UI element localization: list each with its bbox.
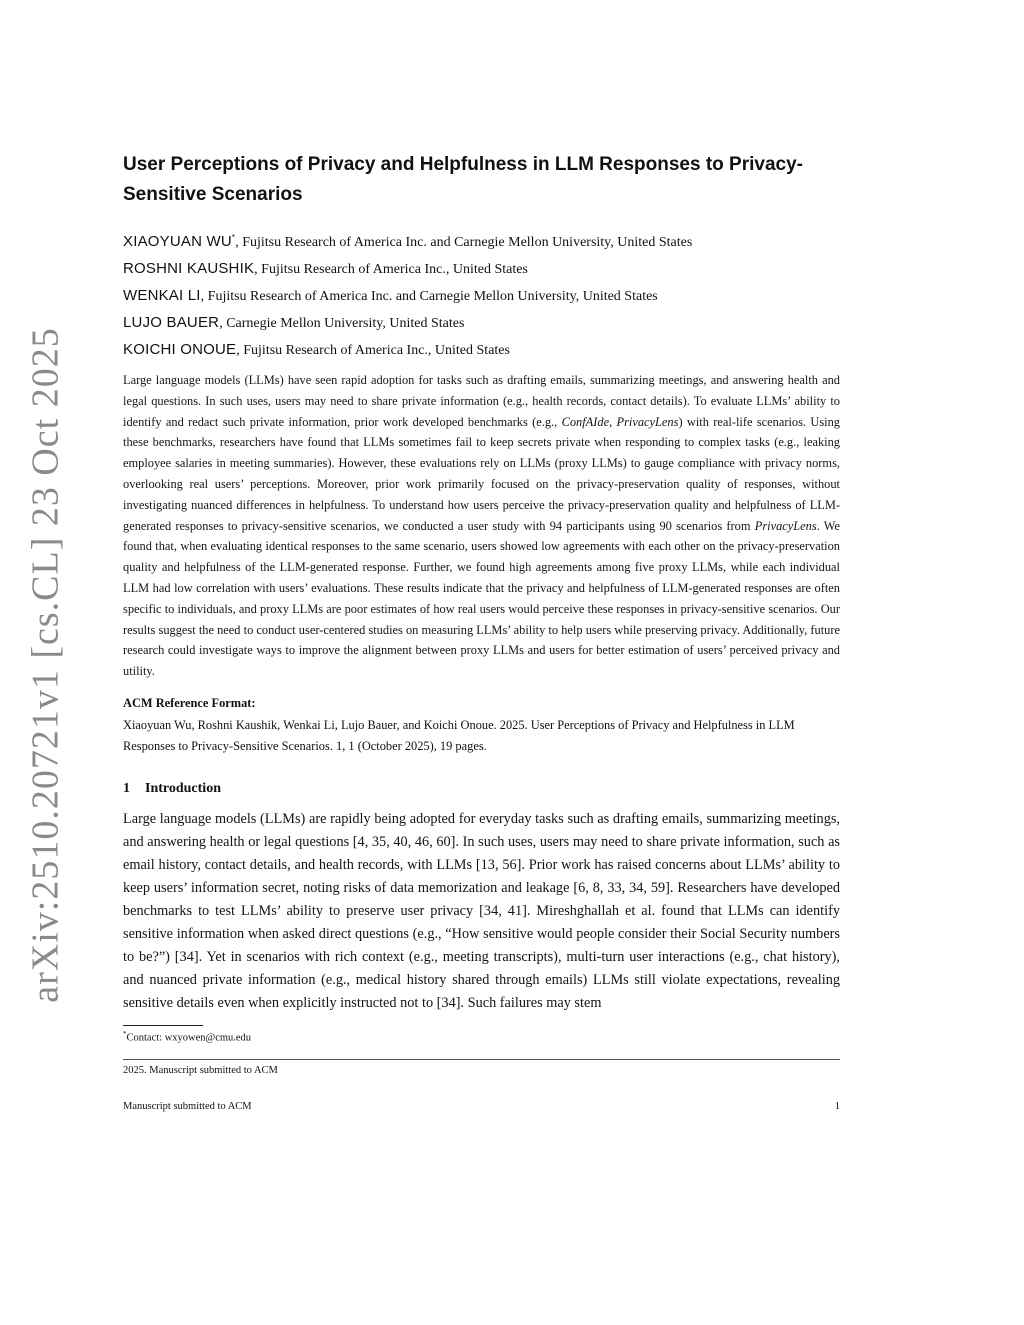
page-number: 1 <box>834 1101 840 1112</box>
author-line <box>123 226 883 253</box>
footnote: *Contact: wxyowen@cmu.edu <box>123 1030 252 1044</box>
author-line <box>123 280 883 307</box>
author-name: ROSHNI KAUSHIK <box>123 260 255 277</box>
section-number: 1 <box>123 781 130 796</box>
introduction-paragraph: Large language models (LLMs) are rapidly being adopted for everyday tasks such as drafting emails, summarizing meetings, and answering health or legal questions [4, 35, 40, 46, 60]. In such uses, users may need to share private information, such as email history, contact details, and health records, with LLMs [13, 56]. Prior work has raised concerns about LLMs’ ability to keep users’ information secret, noting risks of data memorization and leakage [6, 8, 33, 34, 59]. Researchers have developed benchmarks to test LLMs’ ability to preserve user privacy [34, 41]. Mireshghallah et al. found that LLMs can identify sensitive information when asked direct questions (e.g., “How sensitive would people consider their Social Security numbers to be?”) [34]. Yet in scenarios with rich context (e.g., meeting transcripts), multi-turn user interactions (e.g., chat history), and nuanced private information (e.g., medical history shared through emails) LLMs still violate expectations, revealing sensitive details even when explicitly instructed not to [34]. Such failures may stem <box>123 811 840 1011</box>
author-line <box>123 334 883 361</box>
section-heading <box>123 781 221 797</box>
author-line <box>123 253 883 280</box>
author-affiliation: , Fujitsu Research of America Inc. and Carnegie Mellon University, United States <box>235 235 693 250</box>
author-name: XIAOYUAN WU* <box>123 233 236 250</box>
copyright-line: 2025. Manuscript submitted to ACM <box>123 1065 278 1076</box>
footer-venue: Manuscript submitted to ACM <box>123 1101 252 1112</box>
arxiv-id-text: arXiv:2510.20721v1 [cs.CL] 23 Oct 2025 <box>25 327 67 1003</box>
author-affiliation: , Carnegie Mellon University, United States <box>219 316 465 331</box>
author-list <box>123 226 883 361</box>
acm-reference-text: Xiaoyuan Wu, Roshni Kaushik, Wenkai Li, Lujo Bauer, and Koichi Onoue. 2025. User Perceptions of Privacy and Helpfulness in LLM Responses to Privacy-Sensitive Scenarios. 1, 1 (October 2025), 19 pages. <box>123 718 795 753</box>
author-name: LUJO BAUER <box>123 314 220 331</box>
author-affiliation: , Fujitsu Research of America Inc. and Carnegie Mellon University, United States <box>200 289 658 304</box>
author-affiliation: , Fujitsu Research of America Inc., United States <box>236 343 510 358</box>
author-name: KOICHI ONOUE <box>123 341 237 358</box>
footnote-rule <box>123 1025 203 1026</box>
page-divider <box>123 1059 840 1060</box>
section-title: Introduction <box>145 781 221 796</box>
author-name: WENKAI LI <box>123 287 201 304</box>
paper-title: User Perceptions of Privacy and Helpfulness in LLM Responses to Privacy-Sensitive Scenarios <box>123 154 803 205</box>
abstract: Large language models (LLMs) have seen rapid adoption for tasks such as drafting emails, summarizing meetings, and answering health and legal questions. In such uses, users may need to share private information (e.g., health records, contact details). To evaluate LLMs’ ability to identify and redact such private information, prior work developed benchmarks (e.g., ConfAIde, PrivacyLens) with real-life scenarios. Using these benchmarks, researchers have found that LLMs sometimes fail to keep secrets private when responding to complex tasks (e.g., leaking employee salaries in meeting summaries). However, these evaluations rely on LLMs (proxy LLMs) to gauge compliance with privacy norms, overlooking real users’ perceptions. Moreover, prior work primarily focused on the privacy-preservation quality of responses, without investigating nuanced differences in helpfulness. To understand how users perceive the privacy-preservation quality and helpfulness of LLM-generated responses to privacy-sensitive scenarios, we conducted a user study with 94 participants using 90 scenarios from PrivacyLens. We found that, when evaluating identical responses to the same scenario, users showed low agreements with each other on the privacy-preservation quality and helpfulness of the LLM-generated response. Further, we found high agreements among five proxy LLMs, while each individual LLM had low correlation with users’ evaluations. These results indicate that the privacy and helpfulness of LLM-generated responses are often specific to individuals, and proxy LLMs are poor estimates of how real users would perceive these responses in privacy-sensitive scenarios. Our results suggest the need to conduct user-centered studies on measuring LLMs’ ability to help users while preserving privacy. Additionally, future research could investigate ways to improve the alignment between proxy LLMs and users for better estimation of users’ perceived privacy and utility. <box>123 373 840 679</box>
author-line <box>123 307 883 334</box>
arxiv-identifier-stamp <box>20 327 72 1003</box>
author-affiliation: , Fujitsu Research of America Inc., United States <box>254 262 528 277</box>
acm-reference-heading: ACM Reference Format: <box>123 696 256 710</box>
